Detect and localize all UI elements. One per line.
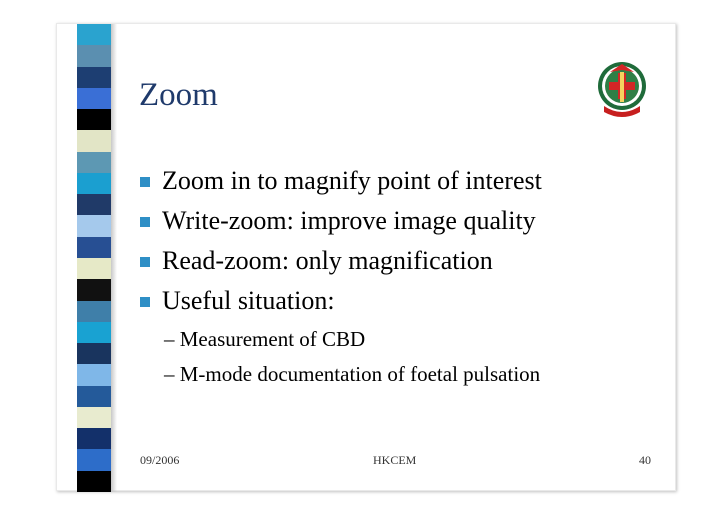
bullet-text: Useful situation: [162,286,335,315]
sub-bullet-item: – M-mode documentation of foetal pulsation [164,362,541,386]
stripe-band [77,130,111,152]
stripe-band [77,24,111,46]
hkcem-crest-icon [594,54,650,120]
sub-bullet-item: – Measurement of CBD [164,327,366,351]
sub-bullet-list [164,324,540,394]
stripe-band [77,407,111,429]
stripe-band [77,301,111,323]
bullet-item [140,244,542,284]
stripe-band [77,152,111,174]
stripe-band [77,428,111,450]
bullet-text: Write-zoom: improve image quality [162,206,536,235]
stripe-band [77,88,111,110]
bullet-text: Zoom in to magnify point of interest [162,166,542,195]
square-bullet-icon [140,177,150,187]
square-bullet-icon [140,297,150,307]
stripe-band [77,109,111,131]
stripe-band [77,67,111,89]
stripe-band [77,258,111,280]
stripe-band [77,215,111,237]
stripe-band [77,237,111,259]
stripe-band [77,173,111,195]
slide-number: 40 [639,453,651,467]
stripe-band [77,194,111,216]
square-bullet-icon [140,217,150,227]
bullet-item [140,164,542,204]
stripe-band [77,279,111,301]
stripe-band [77,386,111,408]
stripe-shadow [111,24,117,492]
footer-date: 09/2006 [140,453,180,467]
stripe-band [77,322,111,344]
slide [56,23,676,491]
stripe-band [77,45,111,67]
stripe-band [77,364,111,386]
bullet-text: Read-zoom: only magnification [162,246,493,275]
bullet-item [140,284,542,324]
decorative-stripe [77,24,111,492]
bullet-list [140,164,542,324]
stripe-band [77,449,111,471]
stripe-band [77,471,111,492]
square-bullet-icon [140,257,150,267]
stripe-band [77,343,111,365]
footer-center-text: HKCEM [373,453,417,467]
slide-title: Zoom [139,77,218,113]
bullet-item [140,204,542,244]
